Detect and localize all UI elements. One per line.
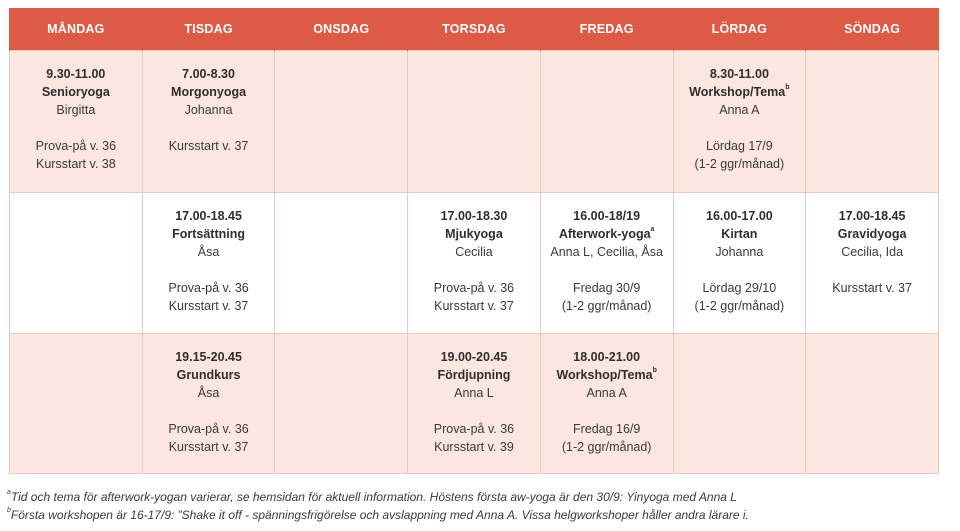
- footnote-a: [7, 488, 947, 506]
- class-name: Fortsättning: [172, 227, 246, 241]
- class-teacher: Cecilia, Ida: [841, 245, 904, 259]
- class-info: Prova-på v. 36: [168, 281, 249, 295]
- class-info: (1-2 ggr/månad): [561, 440, 652, 454]
- empty-cell: [10, 334, 143, 474]
- class-cell: [142, 51, 275, 193]
- class-name: Workshop/Tema$^b$: [556, 367, 657, 382]
- empty-cell: [673, 334, 806, 474]
- class-info: (1-2 ggr/månad): [694, 299, 785, 313]
- class-name: Gravidyoga: [837, 227, 907, 241]
- class-info: Fredag 16/9: [572, 422, 641, 436]
- day-header-wednesday: ONSDAG: [275, 8, 408, 51]
- schedule-row-evening: [10, 193, 939, 334]
- class-cell: [540, 193, 673, 334]
- class-info: Fredag 30/9: [572, 281, 641, 295]
- class-time: 17.00-18.30: [440, 209, 508, 223]
- day-header-monday: MÅNDAG: [10, 8, 143, 51]
- empty-cell: [10, 193, 143, 334]
- class-cell: [142, 193, 275, 334]
- class-teacher: Åsa: [197, 386, 220, 400]
- class-info: Kursstart v. 39: [434, 440, 514, 454]
- empty-cell: [275, 334, 408, 474]
- class-info: Lördag 17/9: [706, 139, 773, 153]
- class-info: Lördag 29/10: [702, 281, 777, 295]
- class-time: 7.00-8.30: [182, 67, 235, 81]
- class-cell: [540, 334, 673, 474]
- empty-cell: [806, 334, 939, 474]
- class-time: 9.30-11.00: [46, 67, 106, 81]
- class-time: 19.15-20.45: [175, 350, 242, 364]
- class-teacher: Cecilia: [455, 245, 493, 259]
- class-cell: [673, 193, 806, 334]
- footnote-marker: a: [7, 489, 11, 496]
- class-cell: [673, 51, 806, 193]
- footnote-marker: b: [652, 367, 657, 374]
- empty-cell: [540, 51, 673, 193]
- class-name: Grundkurs: [176, 368, 241, 382]
- class-teacher: Åsa: [197, 245, 220, 259]
- footnote-text: Tid och tema för afterwork-yogan varierar, se hemsidan för aktuell information. Höstens första aw-yoga är den 30/9: Yinyoga med Anna L: [10, 490, 737, 504]
- footnotes: [7, 488, 947, 524]
- class-name: Morgonyoga: [171, 85, 247, 99]
- empty-cell: [408, 51, 541, 193]
- empty-cell: [275, 193, 408, 334]
- class-info: Prova-på v. 36: [433, 422, 515, 436]
- footnote-text: Första workshopen är 16-17/9: ”Shake it off - spänningsfrigörelse och avslappning med Anna A. Vissa helgworkshoper håller andra lärare i.: [10, 508, 749, 522]
- class-teacher: Anna A: [586, 386, 627, 400]
- class-info: Kursstart v. 37: [168, 299, 249, 313]
- class-info: Kursstart v. 37: [832, 281, 912, 295]
- empty-cell: [275, 51, 408, 193]
- class-info: (1-2 ggr/månad): [694, 157, 785, 171]
- class-time: 16.00-17.00: [706, 209, 773, 223]
- day-header-thursday: TORSDAG: [408, 8, 541, 51]
- class-info: Kursstart v. 38: [36, 157, 116, 171]
- empty-cell: [806, 51, 939, 193]
- class-name: Mjukyoga: [445, 227, 503, 241]
- class-time: 17.00-18.45: [838, 209, 906, 223]
- schedule-table: [9, 8, 939, 474]
- class-info: Prova-på v. 36: [433, 281, 515, 295]
- class-name: Fördjupning: [437, 368, 511, 382]
- class-teacher: Johanna: [715, 245, 764, 259]
- class-teacher: Anna L, Cecilia, Åsa: [550, 245, 663, 259]
- class-info: Prova-på v. 36: [35, 139, 117, 153]
- day-header-tuesday: TISDAG: [142, 8, 275, 51]
- footnote-marker: a: [650, 226, 655, 233]
- class-teacher: Anna A: [719, 103, 760, 117]
- schedule-header-row: [10, 8, 939, 51]
- class-teacher: Birgitta: [56, 103, 96, 117]
- class-time: 8.30-11.00: [709, 67, 769, 81]
- class-cell: [806, 193, 939, 334]
- schedule-row-morning: [10, 51, 939, 193]
- class-name: Workshop/Tema$^b$: [689, 84, 790, 99]
- class-teacher: Johanna: [184, 103, 233, 117]
- class-cell: [408, 193, 541, 334]
- class-time: 19.00-20.45: [440, 350, 508, 364]
- footnote-b: [7, 506, 947, 524]
- class-name: Kirtan: [721, 227, 758, 241]
- schedule-row-late-evening: [10, 334, 939, 474]
- class-cell: [10, 51, 143, 193]
- class-cell: [142, 334, 275, 474]
- day-header-saturday: LÖRDAG: [673, 8, 806, 51]
- class-name: Afterwork-yoga$^a$: [558, 226, 655, 241]
- class-cell: [408, 334, 541, 474]
- day-header-friday: FREDAG: [540, 8, 673, 51]
- class-info: Kursstart v. 37: [168, 440, 249, 454]
- class-name: Senioryoga: [41, 85, 110, 99]
- class-info: Kursstart v. 37: [168, 139, 249, 153]
- class-info: (1-2 ggr/månad): [561, 299, 652, 313]
- class-teacher: Anna L: [454, 386, 494, 400]
- class-info: Kursstart v. 37: [434, 299, 514, 313]
- class-time: 17.00-18.45: [175, 209, 242, 223]
- class-info: Prova-på v. 36: [168, 422, 249, 436]
- day-header-sunday: SÖNDAG: [806, 8, 939, 51]
- footnote-marker: b: [7, 507, 11, 514]
- class-time: 18.00-21.00: [573, 350, 641, 364]
- footnote-marker: b: [785, 84, 790, 91]
- class-time: 16.00-18/19: [573, 209, 641, 223]
